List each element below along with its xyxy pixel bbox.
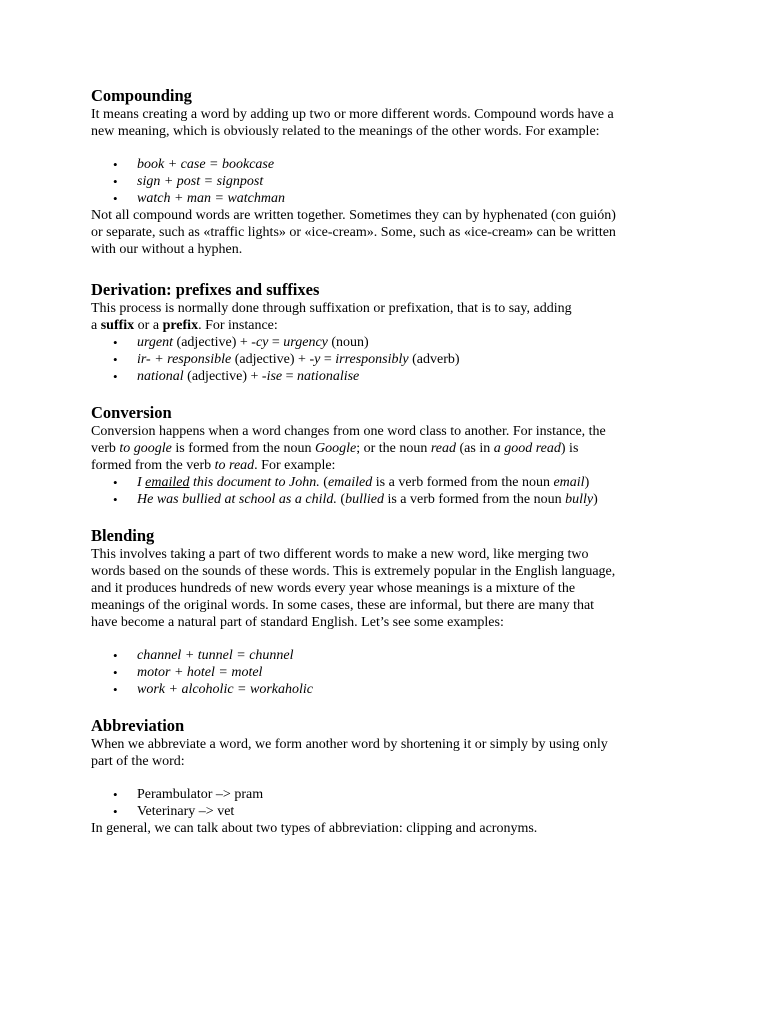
derivation-heading: Derivation: prefixes and suffixes <box>91 280 320 299</box>
blending-line: words based on the sounds of these words. This is extremely popular in the English language, <box>91 564 616 579</box>
compounding-after-line-2: or separate, such as «traffic lights» or «ice-cream». Some, such as «ice-cream» can be written <box>91 225 616 240</box>
document-page <box>91 86 691 837</box>
conversion-line-2: verb to google is formed from the noun Google; or the noun read (as in a good read) is <box>91 441 579 456</box>
list-item: • motor + hotel = motel <box>137 664 691 681</box>
derivation-line-2: a suffix or a prefix. For instance: <box>91 318 278 333</box>
derivation-examples-list <box>91 334 691 385</box>
list-item <box>137 190 691 207</box>
blending-examples-list <box>91 647 691 698</box>
blending-line: and it produces hundreds of new words every year whose meanings is a mixture of the <box>91 581 576 596</box>
abbreviation-examples-list <box>91 786 691 820</box>
compounding-intro-line-2: new meaning, which is obviously related to the meanings of the other words. For example: <box>91 124 600 139</box>
compounding-after-line-3: with our without a hyphen. <box>91 242 243 257</box>
abbreviation-line-1: When we abbreviate a word, we form another word by shortening it or simply by using only <box>91 737 608 752</box>
abbreviation-after: In general, we can talk about two types of abbreviation: clipping and acronyms. <box>91 821 538 836</box>
list-item <box>137 156 691 173</box>
conversion-line-1: Conversion happens when a word changes from one word class to another. For instance, the <box>91 424 606 439</box>
list-item: • Veterinary –> vet <box>137 803 691 820</box>
compound-example: watch + man = watchman <box>137 191 285 206</box>
compounding-intro-line-1: It means creating a word by adding up two or more different words. Compound words have a <box>91 107 614 122</box>
conversion-heading: Conversion <box>91 403 172 422</box>
blending-line: meanings of the original words. In some cases, these are informal, but there are many that <box>91 598 595 613</box>
conversion-examples-list <box>91 474 691 508</box>
suffix-term: suffix <box>100 318 135 333</box>
list-item: • national (adjective) + -ise = nationalise <box>137 368 691 385</box>
abbreviation-line-2: part of the word: <box>91 754 185 769</box>
compound-example: sign + post = signpost <box>137 174 264 189</box>
list-item: • I emailed this document to John. (emailed is a verb formed from the noun email) <box>137 474 691 491</box>
compounding-after-line-1: Not all compound words are written together. Sometimes they can by hyphenated (con guión) <box>91 208 616 223</box>
list-item: • He was bullied at school as a child. (bullied is a verb formed from the noun bully) <box>137 491 691 508</box>
prefix-term: prefix <box>162 318 199 333</box>
compounding-examples-list <box>91 156 691 207</box>
abbreviation-heading: Abbreviation <box>91 716 185 735</box>
conversion-line-3: formed from the verb to read. For example: <box>91 458 336 473</box>
blending-line: have become a natural part of standard English. Let’s see some examples: <box>91 615 504 630</box>
blending-heading: Blending <box>91 526 155 545</box>
blending-line: This involves taking a part of two different words to make a new word, like merging two <box>91 547 589 562</box>
list-item: • Perambulator –> pram <box>137 786 691 803</box>
compounding-heading: Compounding <box>91 86 192 105</box>
list-item <box>137 173 691 190</box>
compound-example: book + case = bookcase <box>137 157 275 172</box>
list-item: • work + alcoholic = workaholic <box>137 681 691 698</box>
emailed-underlined: emailed <box>145 475 190 490</box>
list-item: • ir- + responsible (adjective) + -y = irresponsibly (adverb) <box>137 351 691 368</box>
list-item: • channel + tunnel = chunnel <box>137 647 691 664</box>
derivation-line-1: This process is normally done through suffixation or prefixation, that is to say, adding <box>91 301 572 316</box>
list-item: • urgent (adjective) + -cy = urgency (noun) <box>137 334 691 351</box>
